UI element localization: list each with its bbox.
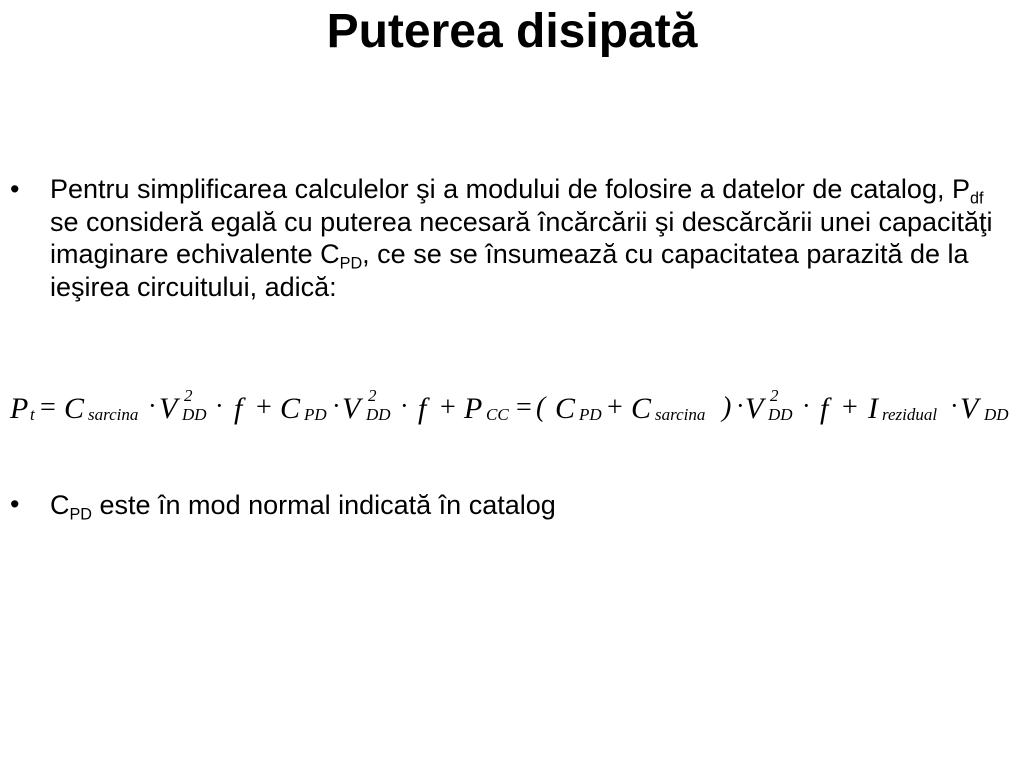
formula-operator: =: [516, 392, 532, 423]
formula-operator: =: [40, 392, 56, 423]
formula-exponent: 2: [770, 386, 779, 405]
formula-exponent: 2: [368, 386, 377, 405]
bullet-item: [10, 173, 1010, 303]
subscript-pd: PD: [339, 254, 363, 273]
formula-symbol: C: [64, 392, 85, 425]
formula-symbol: P: [10, 392, 29, 425]
formula-subscript: DD: [182, 405, 207, 424]
bullet-marker: •: [10, 489, 20, 519]
formula-subscript: PD: [304, 405, 327, 424]
subscript-df: df: [969, 189, 984, 208]
bullet-text-part: Pentru simplificarea calculelor şi a modului de folosire a datelor de catalog, P: [50, 174, 970, 204]
formula-operator: ·: [332, 391, 341, 420]
formula-subscript: sarcina: [655, 405, 706, 424]
formula-paren: (: [536, 392, 546, 423]
formula-operator: ·: [802, 391, 811, 420]
bullet-item: [10, 488, 1010, 522]
formula-symbol: C: [280, 392, 301, 425]
slide-title: Puterea disipată: [326, 5, 698, 58]
formula-symbol: P: [464, 392, 483, 425]
formula-symbol: V: [342, 392, 361, 425]
formula-symbol: f: [418, 392, 427, 425]
bullet-text-part: C: [50, 490, 70, 520]
formula-symbol: f: [234, 392, 243, 425]
formula-operator: +: [607, 392, 623, 423]
formula-subscript: t: [30, 405, 35, 424]
bullet-text: [50, 173, 1010, 303]
formula-symbol: f: [820, 392, 829, 425]
formula-operator: ·: [400, 391, 409, 420]
formula-symbol: V: [745, 392, 764, 425]
formula-operator: +: [842, 392, 858, 423]
formula-operator: ·: [148, 391, 157, 420]
formula-operator: +: [440, 392, 456, 423]
subscript-pd: PD: [69, 505, 92, 524]
formula-symbol: V: [159, 392, 178, 425]
formula-subscript: sarcina: [88, 405, 139, 424]
formula-symbol: C: [555, 392, 576, 425]
formula-symbol: C: [631, 392, 652, 425]
formula-operator: ·: [950, 391, 959, 420]
formula-operator: ·: [215, 391, 224, 420]
formula-subscript: DD: [366, 405, 391, 424]
bullet-text: [50, 488, 1010, 522]
formula-subscript: DD: [984, 405, 1009, 424]
formula-subscript: DD: [768, 405, 793, 424]
power-formula: [0, 370, 1024, 440]
formula-subscript: CC: [486, 405, 509, 424]
bullet-text-part: se consideră egală cu puterea necesară încărcării şi descărcării unei capacităţi imaginare echivalente C: [50, 206, 993, 269]
formula-operator: +: [256, 392, 272, 423]
formula-paren: ): [722, 392, 732, 423]
formula-subscript: rezidual: [882, 405, 938, 424]
formula-symbol: V: [960, 392, 979, 425]
bullet-marker: •: [10, 174, 20, 204]
bullet-text-part: , ce se se însumează cu capacitatea parazită de la ieşirea circuitului, adică:: [50, 239, 969, 302]
formula-exponent: 2: [184, 386, 193, 405]
formula-subscript: PD: [579, 405, 602, 424]
bullet-text-part: este în mod normal indicată în catalog: [92, 490, 556, 520]
formula-symbol: I: [868, 392, 878, 425]
formula-operator: ·: [736, 391, 745, 420]
